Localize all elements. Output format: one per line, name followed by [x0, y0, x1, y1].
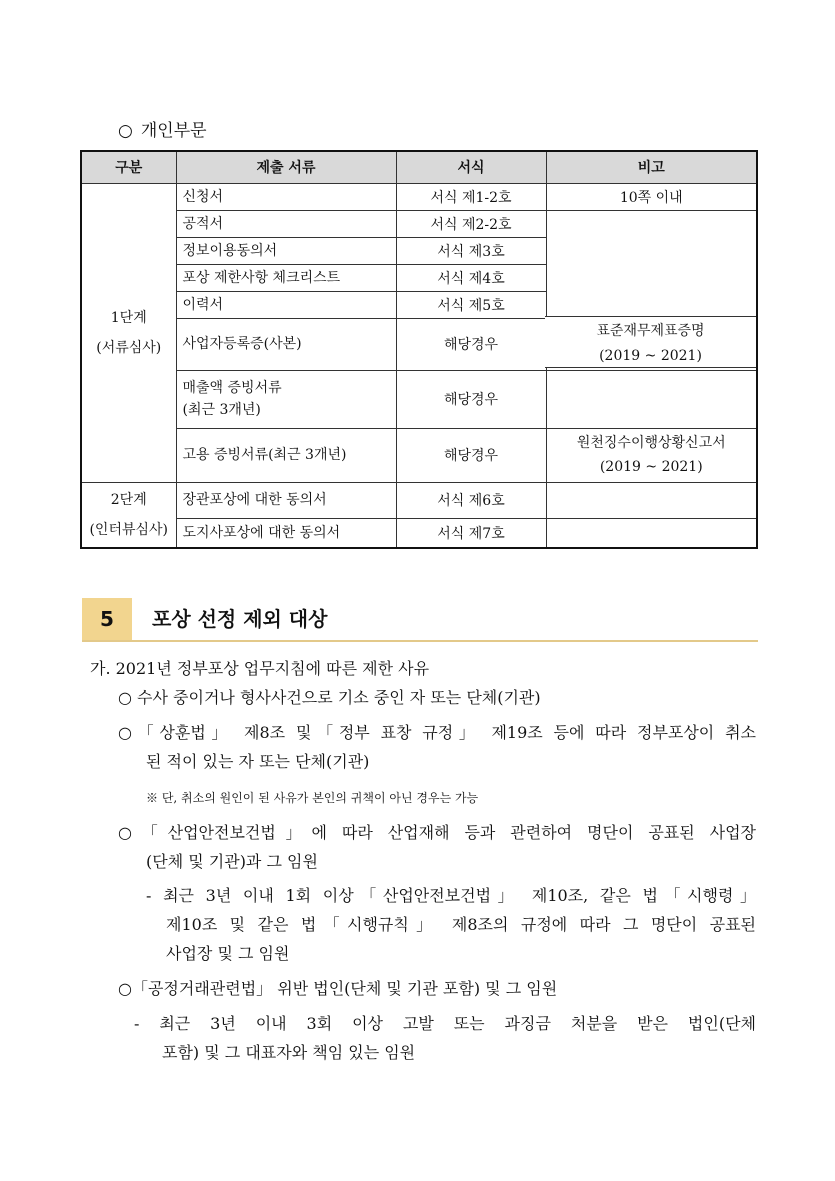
header-documents: 제출 서류	[176, 151, 396, 183]
section-number: 5	[82, 598, 132, 640]
table-row	[81, 210, 757, 237]
note-cell	[546, 428, 757, 482]
note-cell	[546, 370, 757, 428]
bullet-4: ○「공정거래관련법」 위반 법인(단체 및 기관 포함) 및 그 임원	[118, 979, 558, 998]
doc-cell: 고용 증빙서류(최근 3개년)	[176, 428, 396, 482]
header-remarks: 비고	[546, 151, 757, 183]
doc-cell: 사업자등록증(사본)	[176, 318, 396, 370]
stage-1-cell	[81, 183, 176, 482]
doc-cell: 신청서	[176, 183, 396, 210]
stage-1-sublabel: (서류심사)	[96, 339, 162, 356]
table-row	[81, 518, 757, 548]
circle-bullet-icon: ○	[118, 121, 133, 141]
form-cell: 서식 제5호	[396, 291, 546, 318]
note-cell	[546, 518, 757, 548]
doc-cell: 포상 제한사항 체크리스트	[176, 264, 396, 291]
header-form: 서식	[396, 151, 546, 183]
stage-2-label: 2단계	[110, 491, 147, 508]
form-cell: 서식 제2-2호	[396, 210, 546, 237]
table-header-row	[81, 151, 757, 183]
bullet-3-line-2: (단체 및 기관)과 그 임원	[146, 852, 318, 871]
note-line: (2019 ~ 2021)	[599, 459, 703, 475]
bullet-1: ○ 수사 중이거나 형사사건으로 기소 중인 자 또는 단체(기관)	[118, 688, 541, 707]
bullet-2-line-2: 된 적이 있는 자 또는 단체(기관)	[146, 752, 370, 771]
stage-1-label: 1단계	[110, 309, 147, 326]
doc-line: (최근 3개년)	[182, 402, 261, 418]
form-cell: 서식 제4호	[396, 264, 546, 291]
form-cell: 해당경우	[396, 370, 546, 428]
note-line: 원천징수이행상황신고서	[576, 435, 726, 451]
table-row	[81, 428, 757, 482]
doc-cell: 이력서	[176, 291, 396, 318]
doc-line: 매출액 증빙서류	[182, 380, 282, 396]
section-title: 포상 선정 제외 대상	[152, 607, 328, 631]
stage-2-sublabel: (인터뷰심사)	[89, 521, 169, 538]
paragraph-ga: 가. 2021년 정부포상 업무지침에 따른 제한 사유	[90, 659, 430, 678]
doc-cell: 정보이용동의서	[176, 237, 396, 264]
header-category: 구분	[81, 151, 176, 183]
form-cell: 서식 제1-2호	[396, 183, 546, 210]
form-cell: 해당경우	[396, 428, 546, 482]
bullet-2-note: ※ 단, 취소의 원인이 된 사유가 본인의 귀책이 아닌 경우는 가능	[146, 791, 479, 805]
doc-cell: 장관포상에 대한 동의서	[176, 482, 396, 518]
note-text: 10쪽 이내	[619, 190, 683, 206]
sub-heading-text: 개인부문	[140, 121, 207, 141]
financial-statement-note	[545, 316, 756, 368]
note-cell	[546, 482, 757, 518]
bullet-2-line-1: ○「상훈법」 제8조 및「정부 표창 규정」 제19조 등에 따라 정부포상이 취소	[118, 723, 756, 742]
note-line: (2019 ~ 2021)	[599, 348, 702, 364]
bullet-3-dash-line-1: - 최근 3년 이내 1회 이상「산업안전보건법」 제10조, 같은 법「시행령」	[146, 886, 756, 905]
stage-2-cell	[81, 482, 176, 548]
bullet-3-dash-line-3: 사업장 및 그 임원	[166, 944, 290, 963]
bullet-4-dash-line-2: 포함) 및 그 대표자와 책임 있는 임원	[162, 1043, 416, 1062]
note-line: 표준재무제표증명	[596, 323, 705, 339]
form-cell: 서식 제7호	[396, 518, 546, 548]
doc-cell	[176, 370, 396, 428]
bullet-4-dash-line-1: - 최근 3년 이내 3회 이상 고발 또는 과징금 처분을 받은 법인(단체	[134, 1014, 756, 1033]
doc-cell: 공적서	[176, 210, 396, 237]
doc-cell: 도지사포상에 대한 동의서	[176, 518, 396, 548]
form-cell: 서식 제6호	[396, 482, 546, 518]
bullet-3-dash-line-2: 제10조 및 같은 법「시행규칙」 제8조의 규정에 따라 그 명단이 공표된	[166, 915, 756, 934]
bullet-3-line-1: ○「산업안전보건법」에 따라 산업재해 등과 관련하여 명단이 공표된 사업장	[118, 823, 756, 842]
table-row	[81, 482, 757, 518]
form-cell: 해당경우	[396, 318, 546, 370]
sub-heading	[118, 116, 207, 141]
table-row	[81, 370, 757, 428]
form-cell: 서식 제3호	[396, 237, 546, 264]
section-header	[82, 598, 758, 642]
